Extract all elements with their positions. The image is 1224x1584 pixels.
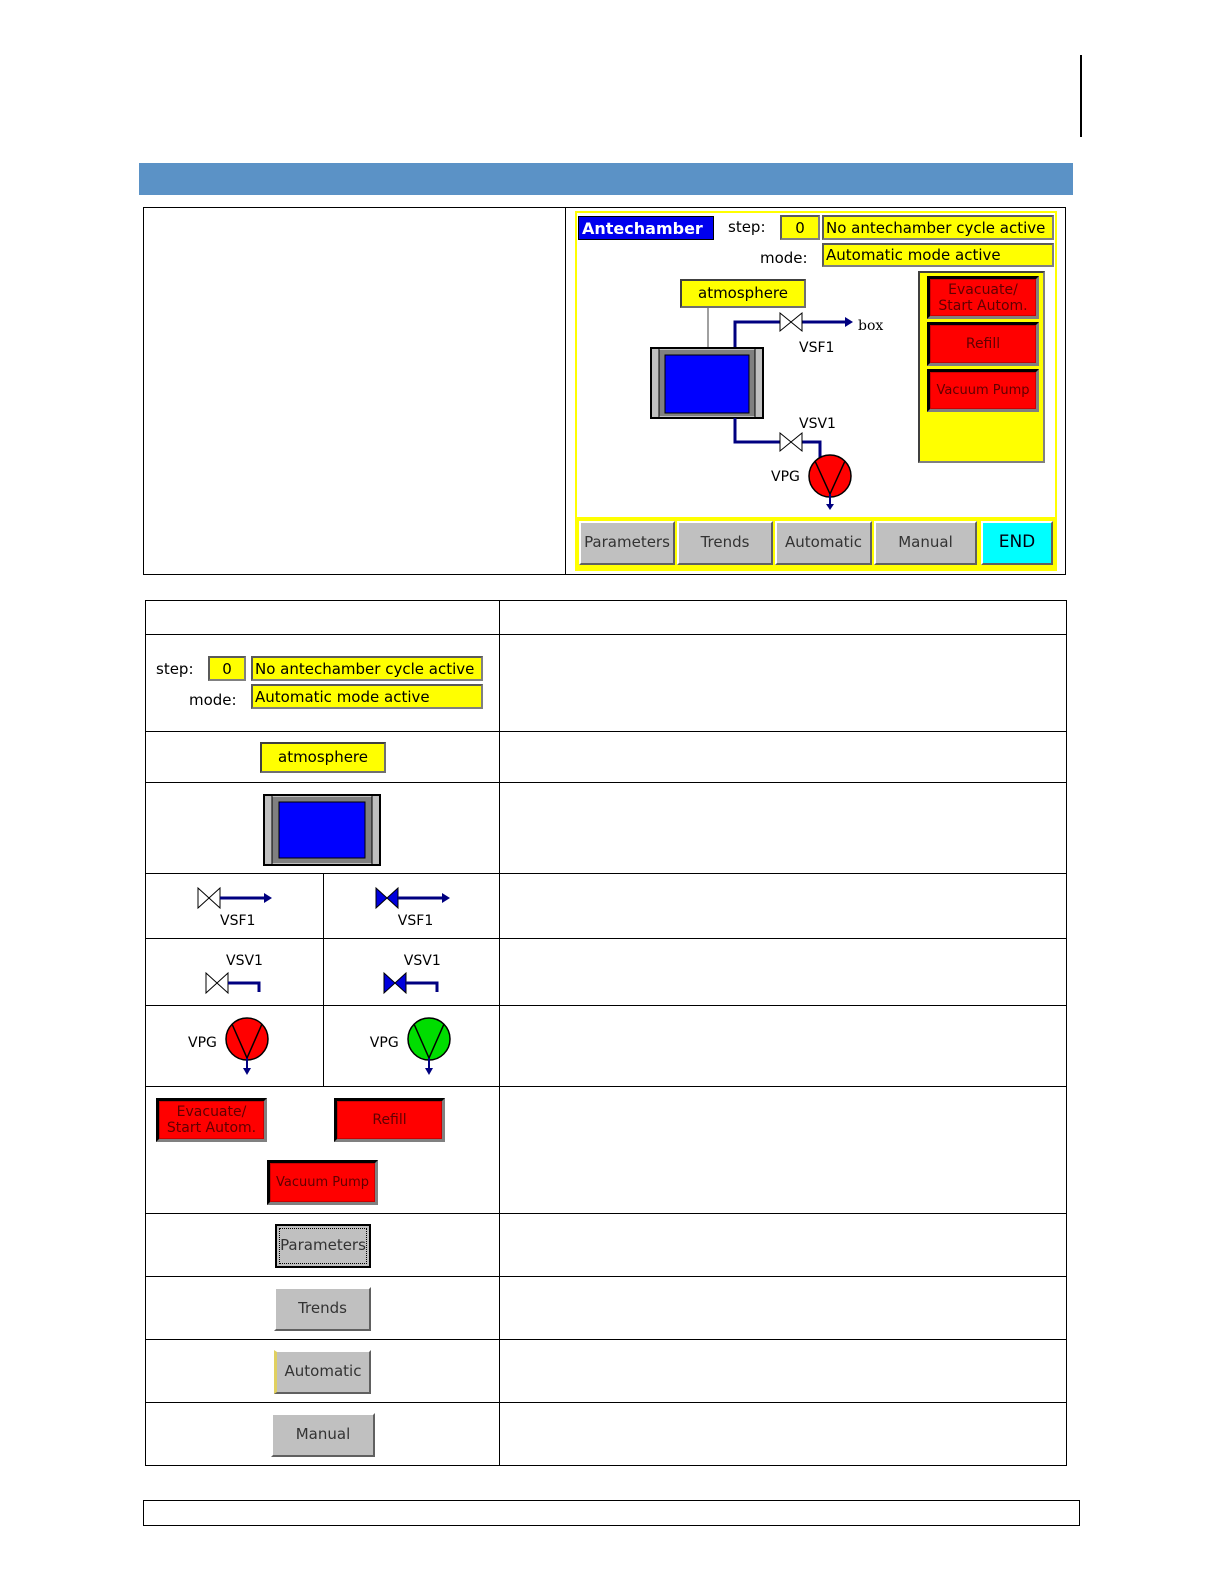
vpg-label: VPG	[771, 469, 800, 485]
vsv1-label: VSV1	[799, 416, 836, 432]
tab-automatic[interactable]: Automatic	[775, 521, 872, 565]
end-button[interactable]: END	[981, 521, 1053, 565]
evacuate-button[interactable]: Evacuate/ Start Autom.	[927, 276, 1039, 319]
table-row	[146, 1087, 1067, 1214]
vsv1-open-valve-icon	[382, 970, 442, 996]
vacuum-pump-off-icon	[224, 1015, 272, 1077]
hmi-title: Antechamber 1	[578, 216, 714, 240]
antechamber-icon	[263, 793, 381, 867]
mode-status: Automatic mode active	[251, 684, 483, 709]
vpg-label: VPG	[188, 1034, 217, 1051]
atmosphere-box: atmosphere	[680, 279, 806, 308]
table-row	[146, 732, 1067, 783]
step-label: step:	[156, 659, 194, 678]
vacuum-pump-on-icon	[406, 1015, 454, 1077]
vacuum-pump-button[interactable]: Vacuum Pump	[927, 369, 1039, 412]
vsv1-label: VSV1	[403, 952, 441, 969]
vacuum-pump-button[interactable]: Vacuum Pump	[267, 1160, 378, 1205]
header-cell-description	[499, 601, 1066, 635]
manual-button[interactable]: Manual	[271, 1413, 375, 1457]
vpg-label: VPG	[369, 1034, 399, 1051]
vsv1-valve-icon	[780, 433, 802, 451]
vsf1-arrow	[845, 317, 853, 327]
mode-label: mode:	[760, 249, 808, 267]
header-cell-element	[146, 601, 500, 635]
vsv1-closed-valve-icon	[204, 970, 264, 996]
table-row	[146, 939, 1067, 1006]
vsf1-label: VSF1	[397, 912, 434, 929]
refill-button[interactable]: Refill	[334, 1098, 445, 1142]
step-value: 0	[780, 215, 820, 240]
table-row	[146, 1006, 1067, 1087]
table-row	[146, 1277, 1067, 1340]
trends-button[interactable]: Trends	[274, 1287, 371, 1331]
table-header-row	[146, 601, 1067, 635]
cycle-status: No antechamber cycle active	[822, 215, 1054, 240]
frame-divider	[565, 207, 566, 575]
table-row	[146, 1214, 1067, 1277]
box-label: box	[858, 318, 884, 334]
vsf1-closed-valve-icon	[196, 885, 276, 911]
mode-label: mode:	[189, 690, 237, 709]
vacuum-pump-icon	[809, 455, 851, 510]
parameters-button[interactable]: Parameters	[275, 1224, 371, 1268]
vsv1-label: VSV1	[226, 952, 263, 969]
vsf1-label: VSF1	[799, 340, 835, 356]
vsf1-valve-icon	[780, 313, 802, 331]
tab-parameters[interactable]: Parameters	[579, 521, 675, 565]
table-row	[146, 1340, 1067, 1403]
header-vertical-rule	[1080, 55, 1082, 137]
refill-button[interactable]: Refill	[927, 322, 1039, 366]
table-row	[146, 874, 1067, 939]
step-value: 0	[208, 656, 246, 681]
evacuate-button[interactable]: Evacuate/ Start Autom.	[156, 1098, 267, 1142]
table-row	[146, 783, 1067, 874]
tab-manual[interactable]: Manual	[874, 521, 977, 565]
table-row	[146, 635, 1067, 732]
antechamber-icon	[651, 348, 763, 418]
cycle-status: No antechamber cycle active	[251, 656, 483, 681]
table-row	[146, 1403, 1067, 1466]
vsf1-label: VSF1	[220, 912, 256, 929]
automatic-button[interactable]: Automatic	[274, 1350, 371, 1394]
section-header-bar	[139, 163, 1073, 195]
legend-table	[145, 600, 1067, 1466]
footer-box	[143, 1500, 1080, 1526]
tab-trends[interactable]: Trends	[677, 521, 773, 565]
vsf1-open-valve-icon	[374, 885, 454, 911]
atmosphere-box: atmosphere	[260, 742, 386, 773]
step-label: step:	[728, 218, 766, 236]
mode-status: Automatic mode active	[822, 243, 1054, 267]
